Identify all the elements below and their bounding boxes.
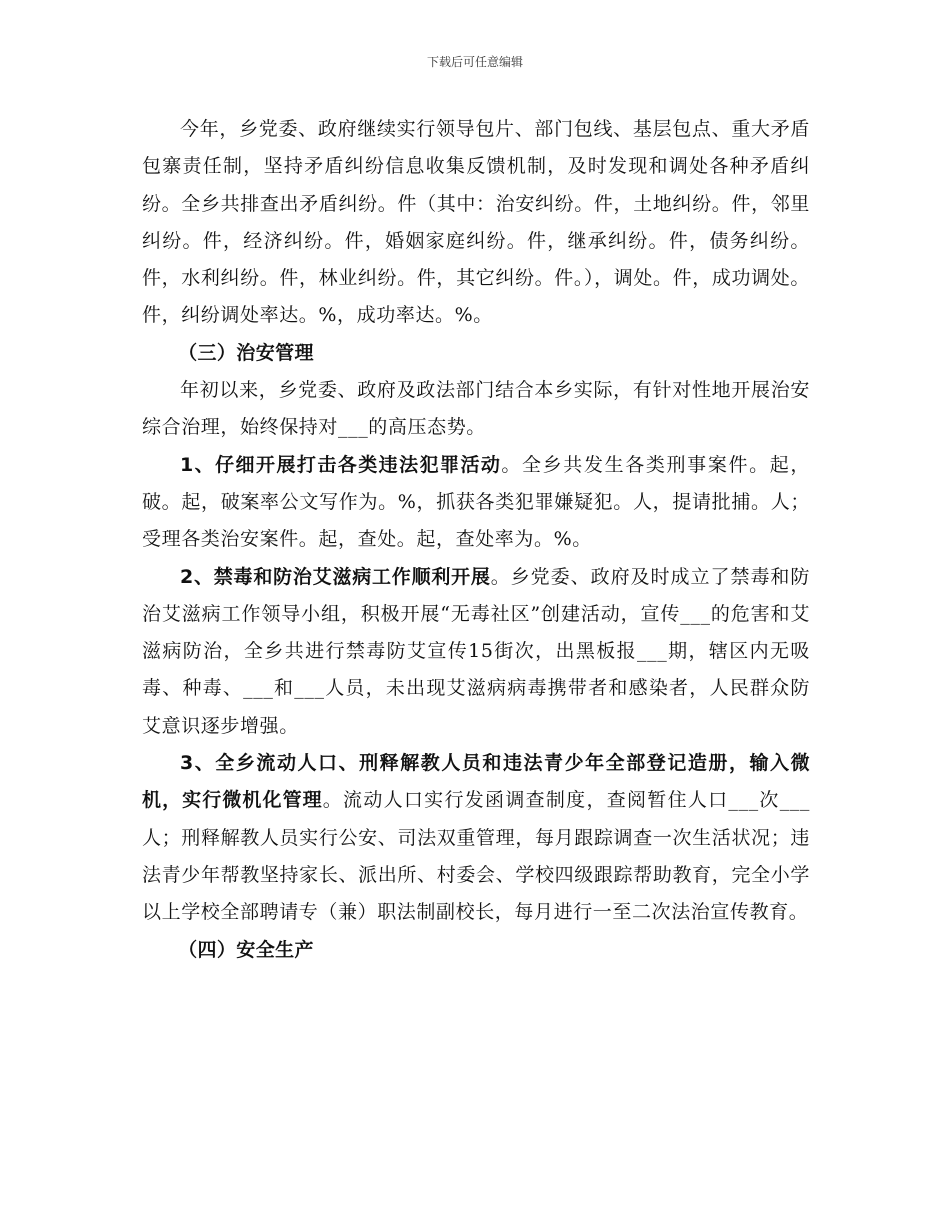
text-drug-aids: 。乡党委、政府及时成立了禁毒和防治艾滋病工作领导小组，积极开展“无毒社区”创建活动，宣传___的危害和艾滋病防治，全乡共进行禁毒防艾宣传15街次，出黑板报___期，辖区内无吸毒、种毒、___和___人员，未出现艾滋病病毒携带者和感染者，人民群众防艾意识逐步增强。 [142, 565, 810, 737]
text-crime-crackdown: 。全乡共发生各类刑事案件。起，破。起，破案率公文写作为。%，抓获各类犯罪嫌疑犯。人，提请批捕。人；受理各类治安案件。起，查处。起，查处率为。%。 [142, 453, 810, 551]
paragraph-population-management [142, 745, 810, 931]
section-heading-public-security: （三）治安管理 [178, 341, 314, 364]
page-header: 下载后可任意编辑 [426, 55, 523, 69]
subheading-population-management: 3、全乡流动人口、刑释解教人员和违法青少年全部登记造册，输入微机，实行微机化管理 [142, 752, 810, 812]
text-population-management: 。流动人口实行发函调查制度，查阅暂住人口___次___人；刑释解教人员实行公安、司法双重管理，每月跟踪调查一次生活状况；违法青少年帮教坚持家长、派出所、村委会、学校四级跟踪帮助教育，完全小学以上学校全部聘请专（兼）职法制副校长，每月进行一至二次法治宣传教育。 [142, 789, 811, 924]
paragraph-security-intro: 年初以来，乡党委、政府及政法部门结合本乡实际，有针对性地开展治安综合治理，始终保持对___的高压态势。 [142, 379, 810, 439]
paragraph-drug-aids [142, 559, 810, 745]
subheading-drug-aids: 2、禁毒和防治艾滋病工作顺利开展 [180, 565, 491, 588]
paragraph-dispute-mediation: 今年，乡党委、政府继续实行领导包片、部门包线、基层包点、重大矛盾包寨责任制，坚持矛盾纠纷信息收集反馈机制，及时发现和调处各种矛盾纠纷。全乡共排查出矛盾纠纷。件（其中：治安纠纷。件，土地纠纷。件，邻里纠纷。件，经济纠纷。件，婚姻家庭纠纷。件，继承纠纷。件，债务纠纷。件，水利纠纷。件，林业纠纷。件，其它纠纷。件。），调处。件，成功调处。件，纠纷调处率达。%，成功率达。%。 [142, 118, 810, 327]
document-body [142, 111, 810, 969]
paragraph-crime-crackdown [142, 447, 810, 559]
subheading-crime-crackdown: 1、仔细开展打击各类违法犯罪活动 [180, 453, 502, 476]
section-heading-safety-production: （四）安全生产 [178, 938, 314, 961]
